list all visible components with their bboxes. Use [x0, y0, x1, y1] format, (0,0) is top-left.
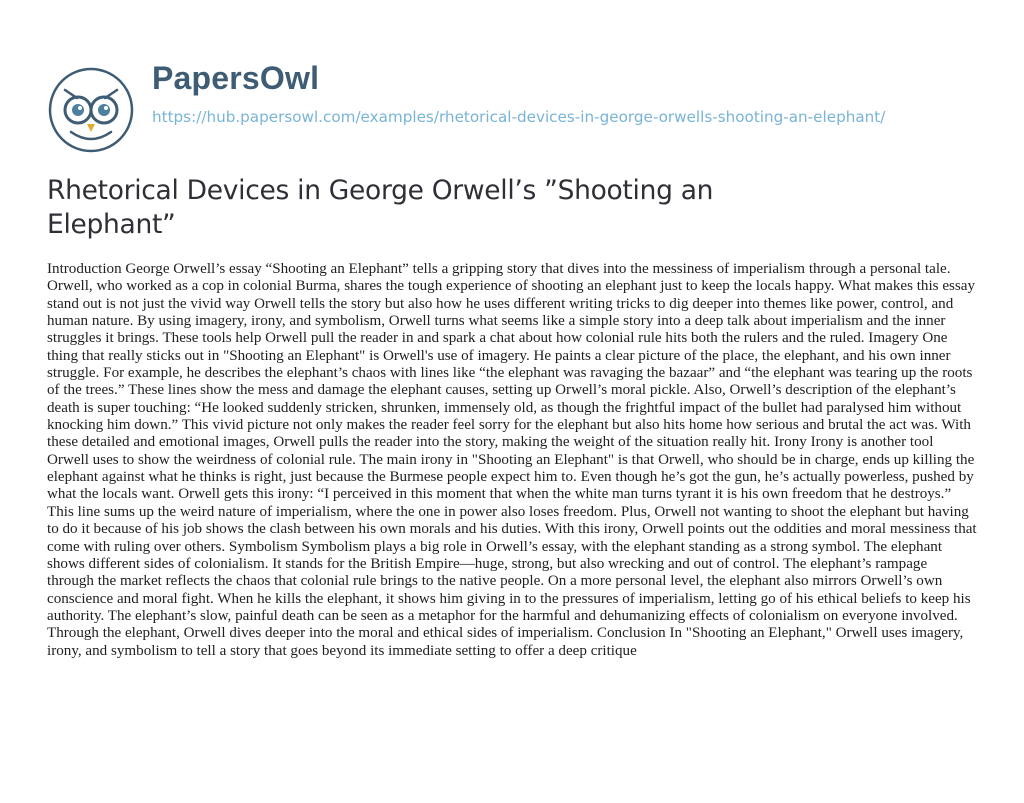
site-header — [47, 40, 987, 150]
source-url-link[interactable]: https://hub.papersowl.com/examples/rhetorical-devices-in-george-orwells-shooting-an-elephant/ — [152, 108, 886, 126]
brand-name: PapersOwl — [152, 60, 320, 96]
article-body: Introduction George Orwell’s essay “Shooting an Elephant” tells a gripping story that dives into the messiness of imperialism through a personal tale. Orwell, who worked as a cop in colonial Burma, shares the tough experience of shooting an elephant just to keep the locals happy. What makes this essay stand out is not just the vivid way Orwell tells the story but also how he uses different writing tricks to dig deeper into themes like power, control, and human nature. By using imagery, irony, and symbolism, Orwell turns what seems like a simple story into a deep talk about imperialism and the inner struggles it brings. These tools help Orwell pull the reader in and spark a chat about how colonial rule hits both the rulers and the ruled. Imagery One thing that really sticks out in "Shooting an Elephant" is Orwell's use of imagery. He paints a clear picture of the place, the elephant, and his own inner struggle. For example, he describes the elephant’s chaos with lines like “the elephant was ravaging the bazaar” and “the elephant was tearing up the roots of the trees.” These lines show the mess and damage the elephant causes, setting up Orwell’s moral pickle. Also, Orwell’s description of the elephant’s death is super touching: “He looked suddenly stricken, shrunken, immensely old, as though the frightful impact of the bullet had paralysed him without knocking him down.” This vivid picture not only makes the reader feel sorry for the elephant but also hits home how serious and brutal the act was. With these detailed and emotional images, Orwell pulls the reader into the story, making the weight of the situation really hit. Irony Irony is another tool Orwell uses to show the weirdness of colonial rule. The main irony in "Shooting an Elephant" is that Orwell, who should be in charge, ends up killing the elephant against what he thinks is right, just because the Burmese people expect him to. Even though he’s got the gun, he’s actually powerless, pushed by what the locals want. Orwell gets this irony: “I perceived in this moment that when the white man turns tyrant it is his own freedom that he destroys.” This line sums up the weird nature of imperialism, where the one in power also loses freedom. Plus, Orwell not wanting to shoot the elephant but having to do it because of his job shows the clash between his own morals and his duties. With this irony, Orwell points out the oddities and moral messiness that come with ruling over others. Symbolism Symbolism plays a big role in Orwell’s essay, with the elephant standing as a strong symbol. The elephant shows different sides of colonialism. It stands for the British Empire—huge, strong, but also wrecking and out of control. The elephant’s rampage through the market reflects the chaos that colonial rule brings to the native people. On a more personal level, the elephant also mirrors Orwell’s own conscience and moral fight. When he kills the elephant, it shows him giving in to the pressures of imperialism, letting go of his ethical beliefs to keep his authority. The elephant’s slow, painful death can be seen as a metaphor for the harmful and dehumanizing effects of colonialism on everyone involved. Through the elephant, Orwell dives deeper into the moral and ethical sides of imperialism. Conclusion In "Shooting an Elephant," Orwell uses imagery, irony, and symbolism to tell a story that goes beyond its immediate setting to offer a deep critique — [47, 261, 977, 659]
owl-logo-icon — [47, 66, 135, 154]
article-title: Rhetorical Devices in George Orwell’s ”Shooting an Elephant” — [47, 175, 714, 240]
